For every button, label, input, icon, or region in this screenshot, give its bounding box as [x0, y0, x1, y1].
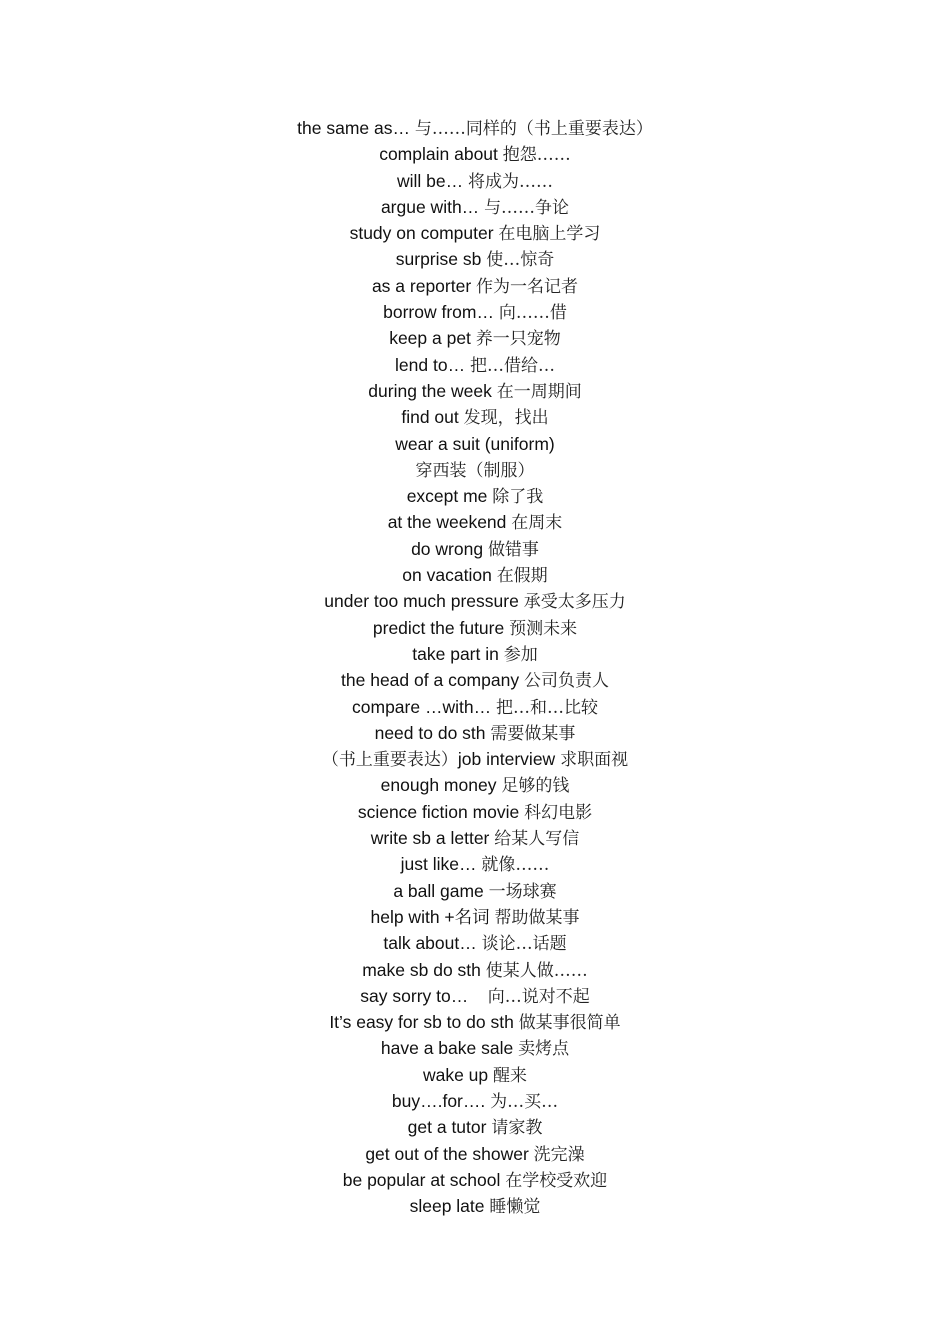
- phrase-en: study on computer: [349, 223, 494, 244]
- phrase-zh: 谈论…话题: [481, 934, 567, 955]
- phrase-en: wake up: [422, 1064, 489, 1085]
- phrase-line: [0, 1088, 950, 1114]
- phrase-zh: 公司负责人: [523, 671, 609, 692]
- phrase-line: [0, 746, 950, 772]
- phrase-en: talk about…: [383, 933, 477, 954]
- phrase-line: [0, 352, 950, 378]
- phrase-line: [0, 983, 950, 1009]
- phrase-line: [0, 694, 950, 720]
- phrase-zh: 预测未来: [509, 618, 578, 639]
- phrase-zh: 求职面视: [560, 750, 629, 771]
- phrase-line: [0, 299, 950, 325]
- phrase-en: get a tutor: [407, 1117, 487, 1138]
- phrase-zh: 做错事: [487, 539, 539, 560]
- phrase-en: compare …with…: [352, 696, 492, 717]
- phrase-en: just like…: [400, 854, 477, 875]
- phrase-line: [0, 536, 950, 562]
- phrase-en: lend to…: [395, 354, 466, 375]
- phrase-en: at the weekend: [387, 512, 507, 533]
- phrase-en: under too much pressure: [324, 591, 519, 612]
- phrase-en: surprise sb: [395, 249, 482, 270]
- phrase-zh: 在学校受欢迎: [505, 1170, 608, 1191]
- phrase-line: [0, 957, 950, 983]
- phrase-zh: 足够的钱: [501, 776, 570, 797]
- phrase-en: find out: [401, 407, 459, 428]
- phrase-zh: 养一只宠物: [475, 329, 561, 350]
- phrase-line: [0, 641, 950, 667]
- phrase-line: [0, 431, 950, 457]
- phrase-line: [0, 115, 950, 141]
- phrase-line: [0, 325, 950, 351]
- phrase-en: keep a pet: [389, 328, 471, 349]
- phrase-en: sleep late: [409, 1196, 485, 1217]
- phrase-en: make sb do sth: [362, 959, 481, 980]
- phrase-zh: 发现，找出: [463, 408, 549, 429]
- phrase-zh: 使某人做……: [485, 960, 588, 981]
- phrase-zh: 在一周期间: [496, 381, 582, 402]
- phrase-en: on vacation: [402, 565, 492, 586]
- phrase-line: [0, 1114, 950, 1140]
- phrase-line: [0, 615, 950, 641]
- phrase-list: [0, 115, 950, 1219]
- phrase-line: [0, 825, 950, 851]
- phrase-en: as a reporter: [371, 275, 472, 296]
- phrase-en: borrow from…: [383, 302, 494, 323]
- phrase-line: [0, 378, 950, 404]
- phrase-en: a ball game: [393, 880, 484, 901]
- phrase-en: the same as…: [297, 118, 410, 138]
- phrase-en: predict the future: [372, 617, 505, 638]
- phrase-en: say sorry to…: [360, 985, 469, 1006]
- phrase-line: [0, 509, 950, 535]
- phrase-zh: 需要做某事: [490, 723, 576, 744]
- phrase-en: get out of the shower: [365, 1143, 529, 1164]
- phrase-en: the head of a company: [341, 670, 520, 691]
- phrase-zh: 帮助做某事: [494, 907, 580, 928]
- phrase-en: buy….for….: [391, 1090, 486, 1111]
- phrase-line: [0, 667, 950, 693]
- phrase-zh: 穿西装（制服）: [415, 460, 535, 481]
- phrase-zh: 科幻电影: [524, 802, 593, 823]
- phrase-en: have a bake sale: [380, 1038, 514, 1059]
- phrase-zh: 做某事很简单: [518, 1013, 621, 1034]
- phrase-zh: 在电脑上学习: [498, 224, 601, 245]
- phrase-zh: 与……同样的（书上重要表达）: [414, 119, 653, 139]
- phrase-line: [0, 457, 950, 483]
- phrase-zh: 在周末: [511, 513, 563, 534]
- phrase-en: wear a suit (uniform): [395, 433, 555, 454]
- phrase-line: [0, 904, 950, 930]
- phrase-line: [0, 168, 950, 194]
- phrase-en: enough money: [380, 775, 497, 796]
- phrase-line: [0, 1035, 950, 1061]
- phrase-zh: 睡懒觉: [489, 1197, 541, 1218]
- phrase-en: argue with…: [380, 196, 480, 217]
- phrase-zh: 与……争论: [484, 197, 570, 218]
- phrase-zh: 参加: [503, 644, 538, 665]
- phrase-en: be popular at school: [342, 1169, 501, 1190]
- phrase-line: [0, 1167, 950, 1193]
- phrase-en: during the week: [368, 380, 492, 401]
- phrase-line: [0, 1193, 950, 1219]
- phrase-line: [0, 930, 950, 956]
- phrase-en: except me: [406, 486, 488, 507]
- phrase-zh: 把…借给…: [469, 355, 555, 376]
- phrase-line: [0, 588, 950, 614]
- phrase-zh: 请家教: [491, 1118, 543, 1139]
- phrase-zh: 醒来: [493, 1065, 528, 1086]
- phrase-en: help with +名词: [370, 906, 490, 927]
- phrase-en: take part in: [412, 643, 499, 664]
- phrase-line: [0, 273, 950, 299]
- phrase-line: [0, 404, 950, 430]
- phrase-line: [0, 799, 950, 825]
- phrase-line: [0, 141, 950, 167]
- phrase-zh: 洗完澡: [533, 1144, 585, 1165]
- phrase-line: [0, 483, 950, 509]
- phrase-zh: 一场球赛: [488, 881, 557, 902]
- phrase-line: [0, 878, 950, 904]
- phrase-zh: 卖烤点: [518, 1039, 570, 1060]
- phrase-zh: 为…买…: [490, 1091, 559, 1112]
- phrase-line: [0, 220, 950, 246]
- phrase-line: [0, 246, 950, 272]
- phrase-zh: 将成为……: [468, 171, 553, 192]
- phrase-zh: 作为一名记者: [476, 276, 579, 297]
- phrase-en: complain about: [379, 144, 498, 165]
- phrase-prefix-zh: （书上重要表达）: [321, 750, 458, 771]
- phrase-line: [0, 1141, 950, 1167]
- phrase-zh: 承受太多压力: [523, 592, 626, 613]
- phrase-en: need to do sth: [374, 722, 486, 743]
- phrase-en: job interview: [457, 749, 556, 770]
- phrase-line: [0, 772, 950, 798]
- phrase-line: [0, 1009, 950, 1035]
- phrase-en: write sb a letter: [370, 828, 490, 849]
- phrase-zh: 使…惊奇: [486, 250, 555, 271]
- phrase-zh: 向……借: [498, 303, 567, 324]
- phrase-zh: 把…和…比较: [495, 697, 598, 718]
- phrase-en: will be…: [396, 170, 464, 191]
- phrase-line: [0, 194, 950, 220]
- phrase-zh: 在假期: [496, 566, 548, 587]
- phrase-zh: 抱怨……: [502, 145, 571, 166]
- phrase-en: It’s easy for sb to do sth: [329, 1012, 514, 1033]
- phrase-zh: 就像……: [481, 855, 550, 876]
- phrase-line: [0, 1062, 950, 1088]
- phrase-en: science fiction movie: [357, 801, 520, 822]
- phrase-en: do wrong: [411, 538, 484, 559]
- phrase-line: [0, 851, 950, 877]
- phrase-line: [0, 562, 950, 588]
- phrase-zh: 除了我: [492, 487, 544, 508]
- phrase-line: [0, 720, 950, 746]
- phrase-zh: 给某人写信: [494, 829, 580, 850]
- phrase-zh: 向…说对不起: [487, 986, 590, 1007]
